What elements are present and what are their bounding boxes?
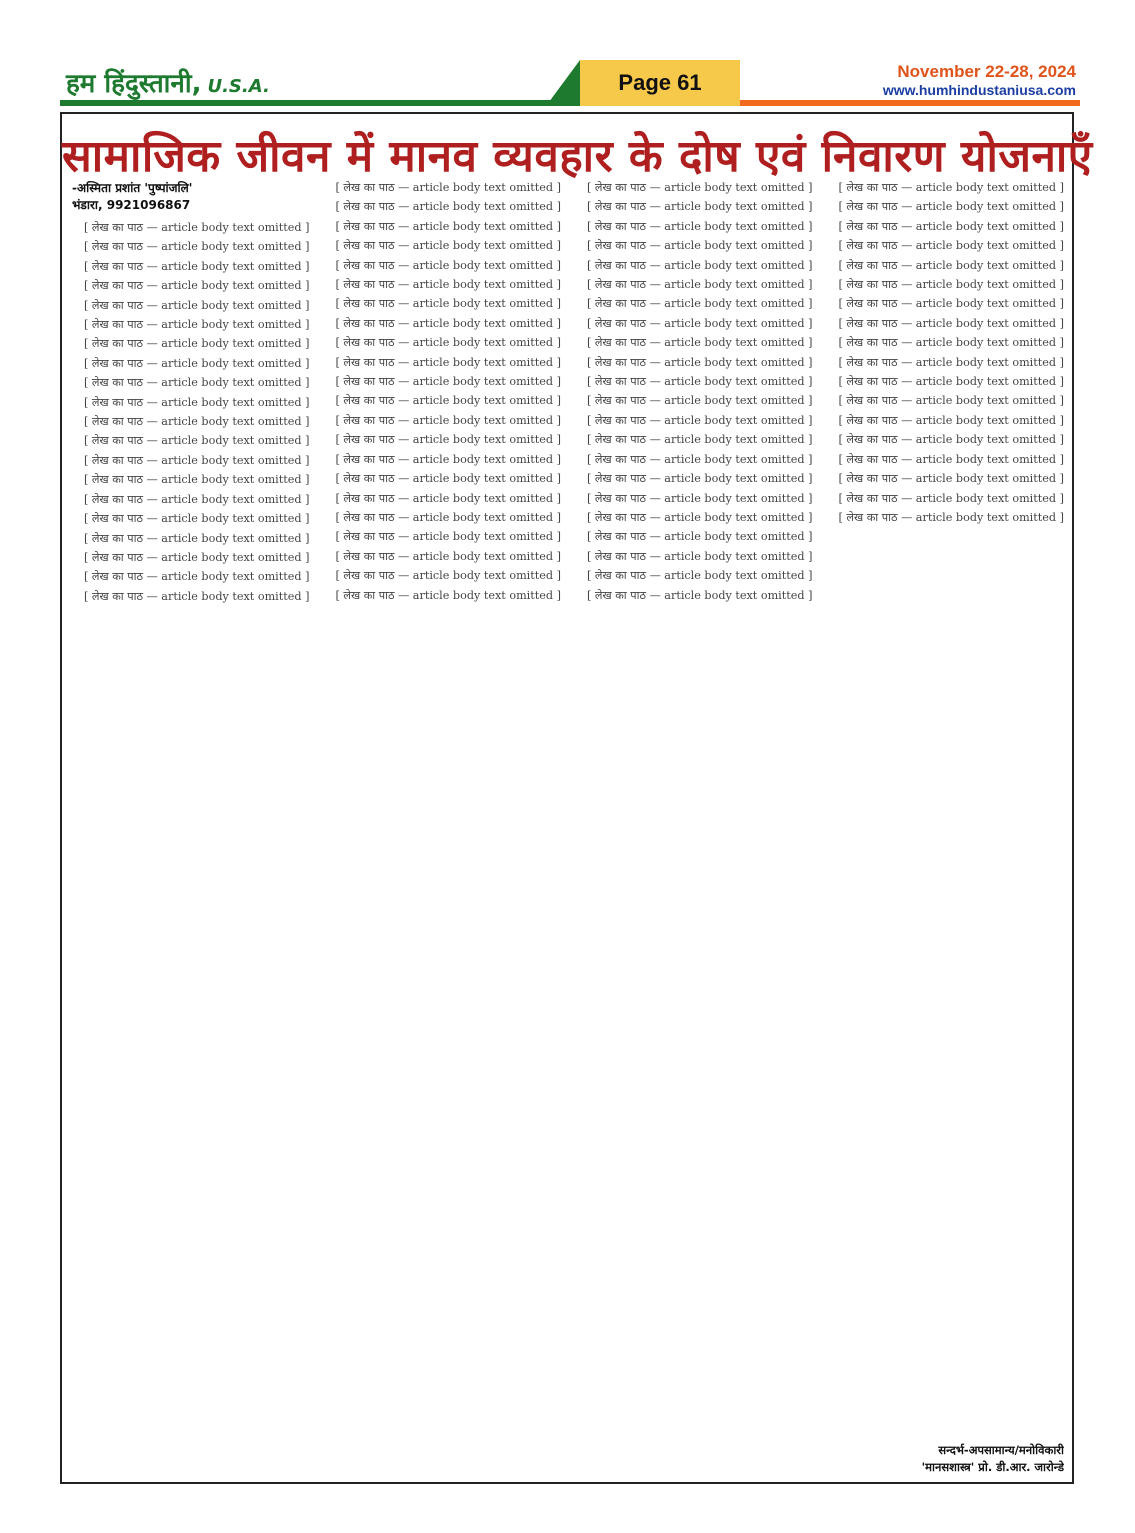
reference <box>922 1442 1064 1476</box>
body-paragraph-placeholder: [ लेख का पाठ — article body text omitted ] <box>84 221 310 234</box>
body-paragraph-placeholder: [ लेख का पाठ — article body text omitted ] <box>587 336 813 350</box>
headline: सामाजिक जीवन में मानव व्यवहार के दोष एवं निवारण योजनाएँ <box>62 131 1093 182</box>
body-paragraph-placeholder: [ लेख का पाठ — article body text omitted ] <box>335 510 561 524</box>
body-paragraph-placeholder: [ लेख का पाठ — article body text omitted ] <box>838 316 1064 330</box>
body-paragraph-placeholder: [ लेख का पाठ — article body text omitted ] <box>838 219 1064 233</box>
body-paragraph-placeholder: [ लेख का पाठ — article body text omitted ] <box>335 239 561 253</box>
body-paragraph-placeholder: [ लेख का पाठ — article body text omitted ] <box>84 473 310 487</box>
body-paragraph-placeholder: [ लेख का पाठ — article body text omitted ] <box>838 491 1064 505</box>
reference-line-1: सन्दर्भ-अपसामान्य/मनोविकारी <box>938 1443 1064 1457</box>
body-paragraph-placeholder: [ लेख का पाठ — article body text omitted ] <box>838 336 1064 350</box>
body-paragraph-placeholder: [ लेख का पाठ — article body text omitted ] <box>335 278 561 292</box>
green-band <box>60 100 600 106</box>
body-paragraph-placeholder: [ लेख का पाठ — article body text omitted ] <box>84 570 310 584</box>
body-paragraph-placeholder: [ लेख का पाठ — article body text omitted ] <box>335 181 561 194</box>
body-paragraph-placeholder: [ लेख का पाठ — article body text omitted ] <box>587 452 813 466</box>
body-paragraph-placeholder: [ लेख का पाठ — article body text omitted ] <box>838 355 1064 369</box>
body-paragraph-placeholder: [ लेख का पाठ — article body text omitted ] <box>335 569 561 583</box>
body-paragraph-placeholder: [ लेख का पाठ — article body text omitted ] <box>335 433 561 447</box>
body-paragraph-placeholder: [ लेख का पाठ — article body text omitted ] <box>335 530 561 544</box>
body-paragraph-placeholder: [ लेख का पाठ — article body text omitted ] <box>84 279 310 293</box>
body-paragraph-placeholder: [ लेख का पाठ — article body text omitted ] <box>587 355 813 369</box>
site-url[interactable]: www.humhindustaniusa.com <box>882 82 1076 98</box>
body-paragraph-placeholder: [ लेख का पाठ — article body text omitted ] <box>84 415 310 429</box>
body-paragraph-placeholder: [ लेख का पाठ — article body text omitted ] <box>84 589 310 603</box>
body-paragraph-placeholder: [ लेख का पाठ — article body text omitted ] <box>838 452 1064 466</box>
body-paragraph-placeholder: [ लेख का पाठ — article body text omitted ] <box>838 239 1064 253</box>
issue-date: November 22-28, 2024 <box>897 62 1076 81</box>
body-paragraph-placeholder: [ लेख का पाठ — article body text omitted ] <box>335 491 561 505</box>
column-body <box>575 180 813 603</box>
body-paragraph-placeholder: [ लेख का पाठ — article body text omitted ] <box>587 549 813 563</box>
body-paragraph-placeholder: [ लेख का पाठ — article body text omitted ] <box>84 453 310 467</box>
body-paragraph-placeholder: [ लेख का पाठ — article body text omitted ] <box>84 395 310 409</box>
byline-name: -अस्मिता प्रशांत 'पुष्पांजलि' <box>72 181 193 195</box>
page-number: Page 61 <box>580 60 740 106</box>
body-paragraph-placeholder: [ लेख का पाठ — article body text omitted ] <box>84 434 310 448</box>
reference-line-2: 'मानसशास्त्र' प्रो. डी.आर. जारोन्डे <box>921 1460 1064 1474</box>
body-paragraph-placeholder: [ लेख का पाठ — article body text omitted ] <box>335 200 561 214</box>
body-paragraph-placeholder: [ लेख का पाठ — article body text omitted ] <box>587 375 813 389</box>
body-paragraph-placeholder: [ लेख का पाठ — article body text omitted ] <box>335 413 561 427</box>
body-paragraph-placeholder: [ लेख का पाठ — article body text omitted ] <box>838 200 1064 214</box>
body-paragraph-placeholder: [ लेख का पाठ — article body text omitted ] <box>335 549 561 563</box>
body-paragraph-placeholder: [ लेख का पाठ — article body text omitted ] <box>838 297 1064 311</box>
body-paragraph-placeholder: [ लेख का पाठ — article body text omitted ] <box>838 181 1064 194</box>
column-body <box>72 220 310 604</box>
body-paragraph-placeholder: [ लेख का पाठ — article body text omitted ] <box>335 375 561 389</box>
byline-place: भंडारा, 9921096867 <box>72 198 191 212</box>
body-paragraph-placeholder: [ लेख का पाठ — article body text omitted ] <box>587 491 813 505</box>
body-paragraph-placeholder: [ लेख का पाठ — article body text omitted ] <box>335 258 561 272</box>
body-paragraph-placeholder: [ लेख का पाठ — article body text omitted ] <box>587 433 813 447</box>
body-paragraph-placeholder: [ लेख का पाठ — article body text omitted ] <box>335 316 561 330</box>
column-3 <box>575 180 813 1476</box>
body-paragraph-placeholder: [ लेख का पाठ — article body text omitted ] <box>587 588 813 602</box>
column-2 <box>324 180 562 1476</box>
body-paragraph-placeholder: [ लेख का पाठ — article body text omitted ] <box>335 336 561 350</box>
body-paragraph-placeholder: [ लेख का पाठ — article body text omitted ] <box>838 472 1064 486</box>
body-paragraph-placeholder: [ लेख का पाठ — article body text omitted ] <box>838 375 1064 389</box>
body-paragraph-placeholder: [ लेख का पाठ — article body text omitted ] <box>587 394 813 408</box>
body-paragraph-placeholder: [ लेख का पाठ — article body text omitted ] <box>838 413 1064 427</box>
body-paragraph-placeholder: [ लेख का पाठ — article body text omitted ] <box>587 472 813 486</box>
body-paragraph-placeholder: [ लेख का पाठ — article body text omitted ] <box>84 356 310 370</box>
body-paragraph-placeholder: [ लेख का पाठ — article body text omitted ] <box>84 259 310 273</box>
body-paragraph-placeholder: [ लेख का पाठ — article body text omitted ] <box>587 181 813 194</box>
column-1 <box>72 180 310 1476</box>
body-paragraph-placeholder: [ लेख का पाठ — article body text omitted ] <box>84 512 310 526</box>
brand-suffix: U.S.A. <box>207 76 270 97</box>
column-4 <box>827 180 1065 1476</box>
body-paragraph-placeholder: [ लेख का पाठ — article body text omitted ] <box>587 530 813 544</box>
body-paragraph-placeholder: [ लेख का पाठ — article body text omitted ] <box>838 510 1064 524</box>
body-paragraph-placeholder: [ लेख का पाठ — article body text omitted ] <box>84 492 310 506</box>
body-paragraph-placeholder: [ लेख का पाठ — article body text omitted ] <box>838 258 1064 272</box>
masthead <box>60 60 1080 106</box>
article-columns <box>72 180 1064 1476</box>
body-paragraph-placeholder: [ लेख का पाठ — article body text omitted ] <box>335 472 561 486</box>
body-paragraph-placeholder: [ लेख का पाठ — article body text omitted ] <box>587 297 813 311</box>
body-paragraph-placeholder: [ लेख का पाठ — article body text omitted ] <box>587 510 813 524</box>
body-paragraph-placeholder: [ लेख का पाठ — article body text omitted ] <box>587 258 813 272</box>
body-paragraph-placeholder: [ लेख का पाठ — article body text omitted ] <box>84 531 310 545</box>
body-paragraph-placeholder: [ लेख का पाठ — article body text omitted ] <box>84 240 310 254</box>
body-paragraph-placeholder: [ लेख का पाठ — article body text omitted ] <box>587 219 813 233</box>
column-body <box>324 180 562 603</box>
body-paragraph-placeholder: [ लेख का पाठ — article body text omitted ] <box>335 588 561 602</box>
body-paragraph-placeholder: [ लेख का पाठ — article body text omitted ] <box>84 550 310 564</box>
body-paragraph-placeholder: [ लेख का पाठ — article body text omitted ] <box>587 316 813 330</box>
body-paragraph-placeholder: [ लेख का पाठ — article body text omitted ] <box>838 433 1064 447</box>
article-frame <box>60 112 1093 1484</box>
body-paragraph-placeholder: [ लेख का पाठ — article body text omitted ] <box>84 376 310 390</box>
body-paragraph-placeholder: [ लेख का पाठ — article body text omitted ] <box>587 413 813 427</box>
body-paragraph-placeholder: [ लेख का पाठ — article body text omitted ] <box>587 569 813 583</box>
body-paragraph-placeholder: [ लेख का पाठ — article body text omitted ] <box>587 200 813 214</box>
body-paragraph-placeholder: [ लेख का पाठ — article body text omitted ] <box>84 337 310 351</box>
body-paragraph-placeholder: [ लेख का पाठ — article body text omitted ] <box>335 355 561 369</box>
body-paragraph-placeholder: [ लेख का पाठ — article body text omitted ] <box>335 452 561 466</box>
body-paragraph-placeholder: [ लेख का पाठ — article body text omitted ] <box>84 298 310 312</box>
column-body <box>827 180 1065 525</box>
byline <box>72 180 310 214</box>
body-paragraph-placeholder: [ लेख का पाठ — article body text omitted ] <box>335 297 561 311</box>
body-paragraph-placeholder: [ लेख का पाठ — article body text omitted ] <box>587 239 813 253</box>
brand-name: हम हिंदुस्तानी, <box>66 69 202 99</box>
body-paragraph-placeholder: [ लेख का पाठ — article body text omitted ] <box>838 394 1064 408</box>
body-paragraph-placeholder: [ लेख का पाठ — article body text omitted ] <box>838 278 1064 292</box>
body-paragraph-placeholder: [ लेख का पाठ — article body text omitted ] <box>587 278 813 292</box>
brand-logo <box>66 64 270 100</box>
body-paragraph-placeholder: [ लेख का पाठ — article body text omitted ] <box>335 394 561 408</box>
issue-info <box>883 62 1076 98</box>
body-paragraph-placeholder: [ लेख का पाठ — article body text omitted ] <box>84 318 310 332</box>
body-paragraph-placeholder: [ लेख का पाठ — article body text omitted ] <box>335 219 561 233</box>
